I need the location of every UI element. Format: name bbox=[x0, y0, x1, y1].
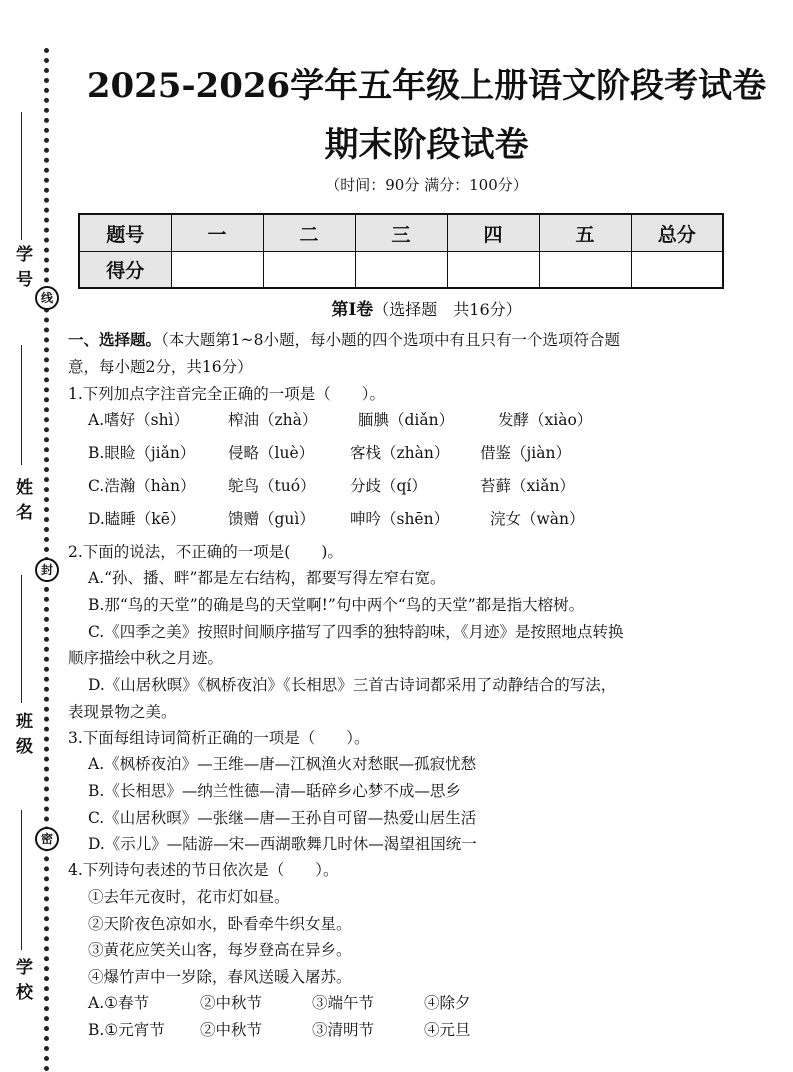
question-4-option-a[interactable] bbox=[88, 991, 471, 1013]
question-2-option-a[interactable]: A.“孙、播、畔”都是左右结构，都要写得左窄右宽。 bbox=[88, 569, 446, 587]
question-1-option-a[interactable] bbox=[88, 408, 592, 430]
q4-a-item-2: ②中秋节 bbox=[200, 994, 263, 1012]
name-line bbox=[21, 345, 22, 465]
question-2-option-b[interactable]: B.那“鸟的天堂”的确是鸟的天堂啊!”句中两个“鸟的天堂”都是指大榕树。 bbox=[88, 596, 585, 614]
score-cell[interactable] bbox=[355, 252, 447, 289]
q1-d-word-3: 呻吟（shēn） bbox=[350, 510, 450, 528]
question-1-stem: 1.下列加点字注音完全正确的一项是（ ）。 bbox=[68, 385, 386, 403]
student-id-line bbox=[21, 112, 22, 240]
question-1-option-c[interactable] bbox=[88, 474, 575, 496]
q1-c-word-1: C.浩瀚（hàn） bbox=[88, 477, 196, 495]
question-3-option-b[interactable]: B.《长相思》—纳兰性德—清—聒碎乡心梦不成—思乡 bbox=[88, 782, 461, 800]
seal-seal-mark: 封 bbox=[35, 558, 59, 582]
school-label: 学校 bbox=[12, 958, 32, 1008]
q1-a-word-2: 榨油（zhà） bbox=[228, 411, 318, 429]
q4-a-item-3: ③端午节 bbox=[312, 994, 375, 1012]
time-info: （时间：90分 满分：100分） bbox=[325, 176, 528, 194]
exam-subtitle: 期末阶段试卷 bbox=[324, 125, 529, 165]
question-1-option-b[interactable] bbox=[88, 441, 571, 463]
q1-c-word-2: 鸵鸟（tuó） bbox=[228, 477, 316, 495]
part-title: 第Ⅰ卷 bbox=[331, 300, 374, 320]
exam-title: 2025-2026学年五年级上册语文阶段考试卷 bbox=[86, 66, 767, 106]
q1-d-word-4: 浣女（wàn） bbox=[490, 510, 585, 528]
q4-b-item-1: B.①元宵节 bbox=[88, 1021, 165, 1039]
name-label: 姓名 bbox=[12, 478, 32, 528]
q4-b-item-2: ②中秋节 bbox=[200, 1021, 263, 1039]
question-3-stem: 3.下面每组诗词简析正确的一项是（ ）。 bbox=[68, 729, 370, 747]
q1-b-word-1: B.眼睑（jiǎn） bbox=[88, 444, 196, 462]
question-2-option-d[interactable]: D.《山居秋暝》《枫桥夜泊》《长相思》三首古诗词都采用了动静结合的写法， bbox=[88, 676, 617, 694]
score-cell[interactable] bbox=[171, 252, 263, 289]
score-row-label: 得分 bbox=[79, 252, 171, 289]
part-note: （选择题 共16分） bbox=[373, 300, 522, 319]
question-2-option-d-cont: 表现景物之美。 bbox=[68, 703, 177, 721]
score-table-col-total: 总分 bbox=[631, 214, 723, 252]
score-table-header-row bbox=[79, 214, 723, 252]
score-table-col-4: 四 bbox=[447, 214, 539, 252]
question-1-option-d[interactable] bbox=[88, 507, 585, 529]
question-2-option-c[interactable]: C.《四季之美》按照时间顺序描写了四季的独特韵味，《月迹》是按照地点转换 bbox=[88, 623, 624, 641]
school-line bbox=[21, 810, 22, 950]
score-cell[interactable] bbox=[447, 252, 539, 289]
question-4-poem-line: ④爆竹声中一岁除，春风送暖入屠苏。 bbox=[88, 968, 352, 986]
q1-c-word-3: 分歧（qí） bbox=[350, 477, 427, 495]
question-2-stem: 2.下面的说法，不正确的一项是( )。 bbox=[68, 543, 343, 561]
question-4-poem-line: ①去年元夜时，花市灯如昼。 bbox=[88, 888, 290, 906]
q4-a-item-4: ④除夕 bbox=[424, 994, 471, 1012]
score-table-col-1: 一 bbox=[171, 214, 263, 252]
seal-secret-mark: 密 bbox=[35, 827, 59, 851]
question-4-poem-line: ③黄花应笑关山客，每岁登高在异乡。 bbox=[88, 941, 352, 959]
question-3-option-a[interactable]: A.《枫桥夜泊》—王维—唐—江枫渔火对愁眠—孤寂忧愁 bbox=[88, 755, 477, 773]
score-table-col-3: 三 bbox=[355, 214, 447, 252]
q4-b-item-3: ③清明节 bbox=[312, 1021, 375, 1039]
question-4-poem-line: ②天阶夜色凉如水，卧看牵牛织女星。 bbox=[88, 915, 352, 933]
binding-margin bbox=[0, 0, 60, 1072]
q1-b-word-4: 借鉴（jiàn） bbox=[480, 444, 571, 462]
score-table-col-2: 二 bbox=[263, 214, 355, 252]
section-title: 一、选择题。 bbox=[68, 330, 162, 349]
score-table-row-label: 题号 bbox=[79, 214, 171, 252]
class-label: 班级 bbox=[12, 712, 32, 762]
score-table bbox=[78, 213, 724, 289]
question-4-option-b[interactable] bbox=[88, 1018, 471, 1040]
q1-a-word-3: 腼腆（diǎn） bbox=[358, 411, 455, 429]
q1-a-word-1: A.嗜好（shì） bbox=[88, 411, 190, 429]
score-table-col-5: 五 bbox=[539, 214, 631, 252]
score-cell[interactable] bbox=[539, 252, 631, 289]
q1-d-word-1: D.瞌睡（kē） bbox=[88, 510, 186, 528]
section-instructions-cont: 意，每小题2分，共16分） bbox=[68, 358, 253, 376]
question-3-option-c[interactable]: C.《山居秋暝》—张继—唐—王孙自可留—热爱山居生活 bbox=[88, 809, 477, 827]
q4-a-item-1: A.①春节 bbox=[88, 994, 150, 1012]
part-heading bbox=[60, 295, 793, 320]
question-3-option-d[interactable]: D.《示儿》—陆游—宋—西湖歌舞几时休—渴望祖国统一 bbox=[88, 835, 477, 853]
student-id-label: 学号 bbox=[12, 245, 32, 295]
class-line bbox=[21, 575, 22, 703]
seal-line-mark: 线 bbox=[35, 286, 59, 310]
section-instructions: （本大题第1~8小题，每小题的四个选项中有且只有一个选项符合题 bbox=[161, 331, 620, 349]
q1-d-word-2: 馈赠（guì） bbox=[228, 510, 315, 528]
question-4-stem: 4.下列诗句表述的节日依次是（ ）。 bbox=[68, 861, 339, 879]
section-heading bbox=[68, 328, 620, 350]
q1-b-word-3: 客栈（zhàn） bbox=[350, 444, 450, 462]
q4-b-item-4: ④元旦 bbox=[424, 1021, 471, 1039]
question-2-option-c-cont: 顺序描绘中秋之月迹。 bbox=[68, 649, 224, 667]
score-cell[interactable] bbox=[263, 252, 355, 289]
q1-b-word-2: 侵略（luè） bbox=[228, 444, 315, 462]
q1-c-word-4: 苔藓（xiǎn） bbox=[480, 477, 575, 495]
score-table-score-row bbox=[79, 252, 723, 289]
score-cell-total[interactable] bbox=[631, 252, 723, 289]
q1-a-word-4: 发酵（xiào） bbox=[498, 411, 593, 429]
